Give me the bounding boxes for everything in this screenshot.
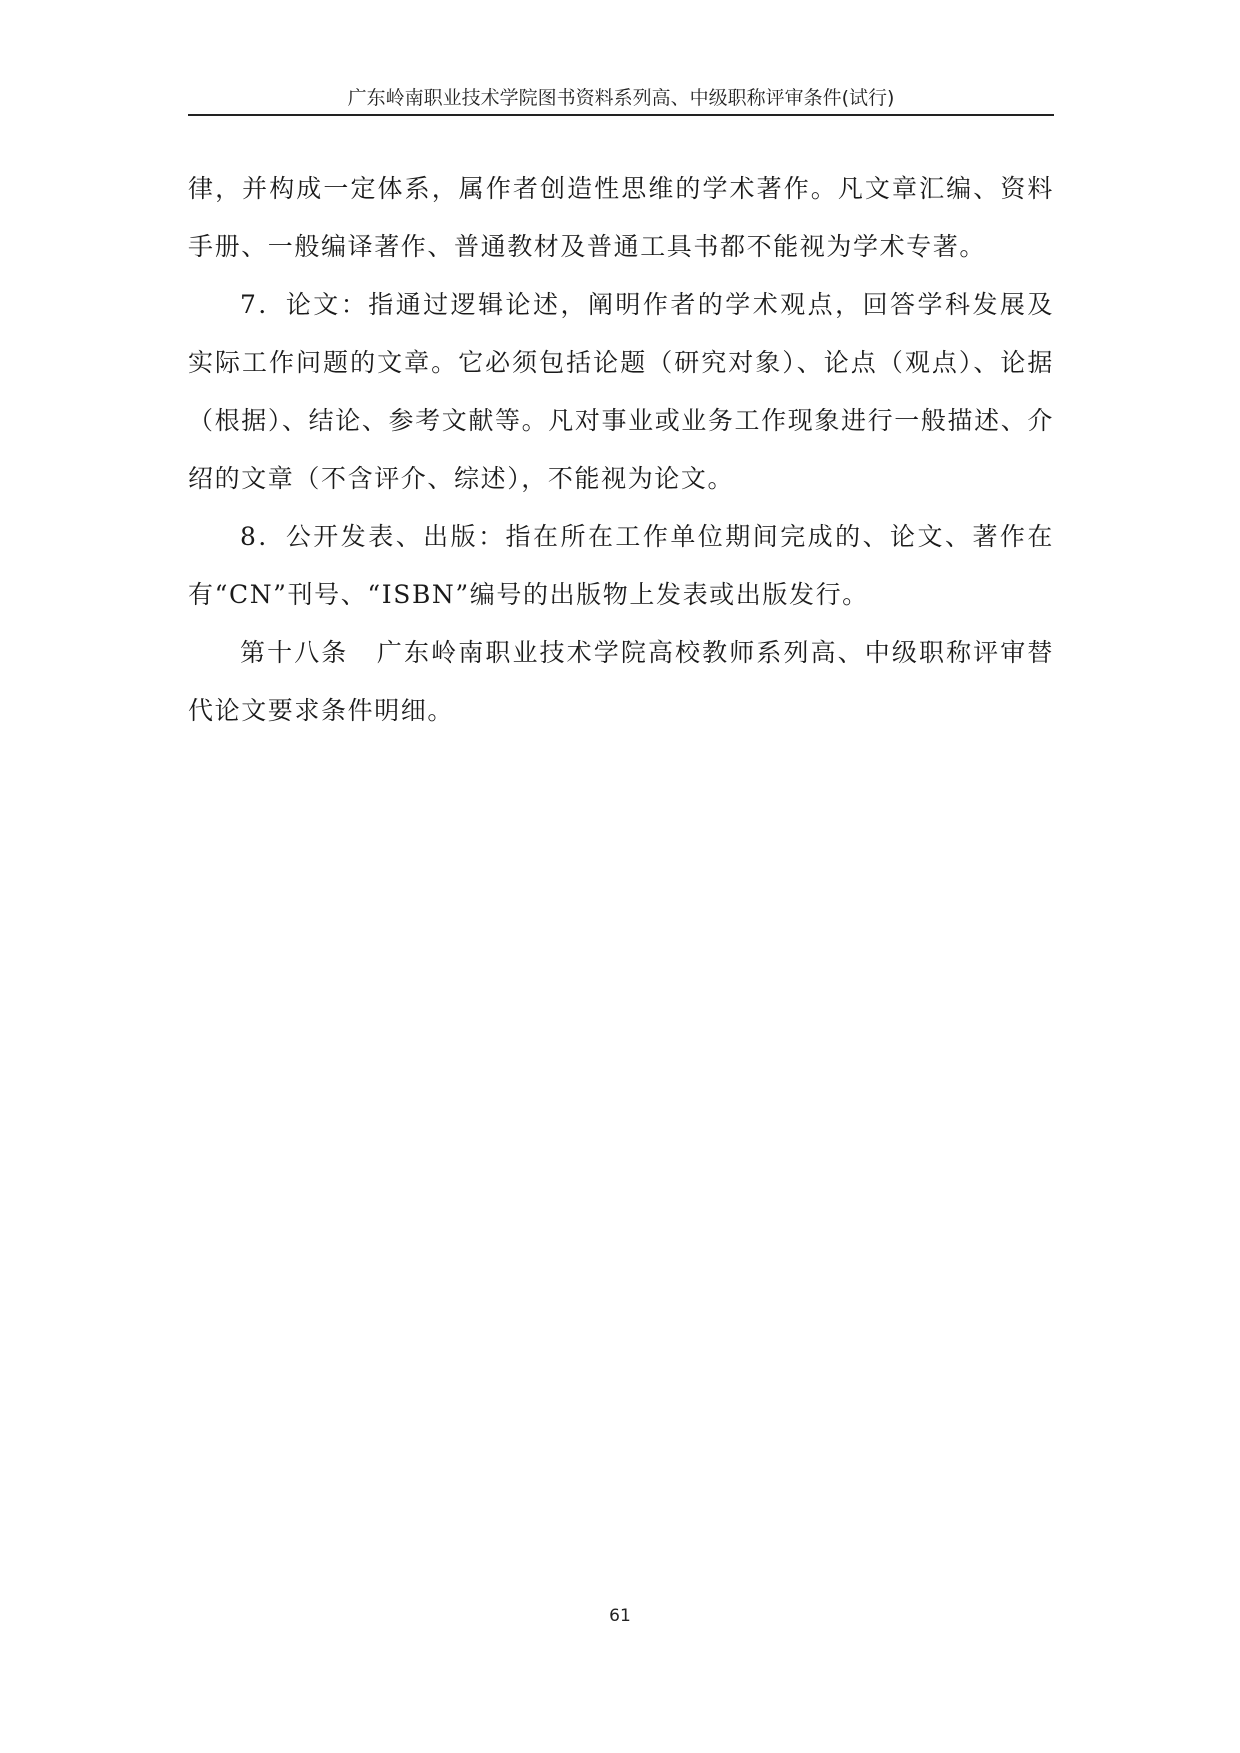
- paragraph-item-7: 7．论文：指通过逻辑论述，阐明作者的学术观点，回答学科发展及实际工作问题的文章。它必须包括论题（研究对象）、论点（观点）、论据（根据）、结论、参考文献等。凡对事业或业务工作现象进行一般描述、介绍的文章（不含评介、综述），不能视为论文。: [188, 290, 1054, 493]
- article-18-label: 第十八条: [240, 638, 349, 667]
- paragraph-continuation: 律，并构成一定体系，属作者创造性思维的学术著作。凡文章汇编、资料手册、一般编译著作、普通教材及普通工具书都不能视为学术专著。: [188, 174, 1054, 261]
- document-body: [188, 160, 1054, 740]
- page-number: 61: [609, 1606, 631, 1626]
- header-divider: [188, 114, 1054, 116]
- article-18-text: 广东岭南职业技术学院高校教师系列高、中级职称评审替代论文要求条件明细。: [188, 638, 1054, 725]
- running-header: 广东岭南职业技术学院图书资料系列高、中级职称评审条件(试行): [347, 87, 895, 109]
- paragraph-item-8: 8．公开发表、出版：指在所在工作单位期间完成的、论文、著作在有“CN”刊号、“ISBN”编号的出版物上发表或出版发行。: [188, 522, 1054, 609]
- article-18: [188, 624, 1054, 740]
